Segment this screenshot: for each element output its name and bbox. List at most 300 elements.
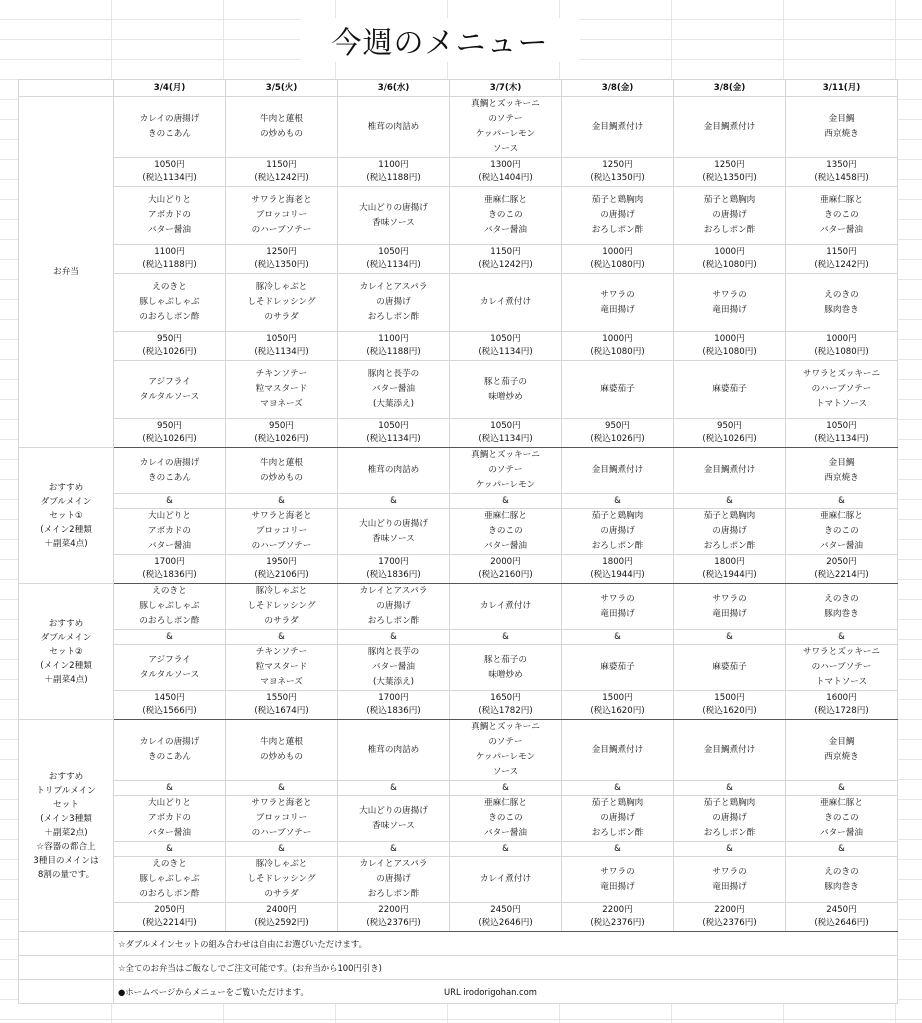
dish-line: おろしポン酢 [367, 889, 420, 899]
price-line: 1800円 [602, 557, 633, 567]
dish-line: の唐揚げ [712, 526, 747, 536]
dish-line: バター醤油 [148, 828, 191, 838]
dish-line: ブロッコリー [255, 813, 308, 823]
dish-line: 西京焼き [824, 752, 859, 762]
and-separator: & [114, 842, 226, 857]
category-label: おすすめ [48, 618, 84, 629]
dish-line: 竜田揚げ [600, 304, 635, 315]
and-separator: & [226, 494, 338, 509]
dish-cell [226, 509, 338, 555]
price-line: (税込1674円) [254, 706, 309, 716]
price-cell [226, 419, 338, 448]
dish-line: 味噌炒め [488, 391, 523, 402]
dish-line: 亜麻仁豚と [820, 195, 863, 205]
dish-cell [226, 857, 338, 903]
and-separator: & [226, 842, 338, 857]
price-cell [786, 903, 898, 932]
dish-line: アボカドの [148, 210, 191, 220]
price-line: (税込1350円) [590, 173, 645, 183]
category-label: (メイン2種類 [40, 660, 92, 671]
dish-line: 茄子と鶏胸肉 [591, 798, 644, 808]
price-line: 1300円 [490, 160, 521, 170]
dish-line: 大山どりと [148, 511, 191, 521]
price-line: (税込2646円) [478, 918, 533, 928]
price-line: (税込1026円) [702, 434, 757, 444]
dish-cell [450, 361, 562, 419]
dish-line: 金目鯛煮付け [591, 121, 644, 132]
price-line: 1050円 [154, 160, 185, 170]
price-line: (税込1836円) [366, 706, 421, 716]
dish-line: カレイ煮付け [479, 874, 532, 884]
price-line: 1700円 [378, 557, 409, 567]
price-line: 1500円 [602, 693, 633, 703]
price-line: 1000円 [602, 334, 633, 344]
dish-line: きのこあん [148, 129, 191, 139]
amp-row [19, 494, 898, 509]
dish-cell [114, 274, 226, 332]
price-cell [562, 903, 674, 932]
dish-line: チキンソテー [255, 647, 308, 657]
price-line: 1000円 [714, 334, 745, 344]
price-line: 950円 [269, 421, 294, 431]
price-line: (税込1026円) [254, 434, 309, 444]
dish-cell [114, 857, 226, 903]
price-line: (税込2646円) [814, 918, 869, 928]
price-cell [450, 555, 562, 584]
price-line: (税込2214円) [814, 570, 869, 580]
price-line: 2050円 [154, 905, 185, 915]
price-line: (税込1242円) [254, 173, 309, 183]
price-line: (税込1134円) [254, 347, 309, 357]
price-line: (税込1026円) [142, 347, 197, 357]
dish-line: えのきの [824, 289, 859, 300]
price-line: (税込1620円) [702, 706, 757, 716]
set-price-row [19, 691, 898, 720]
price-line: 950円 [157, 421, 182, 431]
dish-line: ソース [492, 144, 519, 154]
dish-line: きのこの [488, 813, 523, 823]
price-line: (税込1242円) [814, 260, 869, 270]
price-line: (税込2592円) [254, 918, 309, 928]
price-cell [338, 903, 450, 932]
dish-cell [450, 97, 562, 158]
dish-line: バター醤油 [820, 541, 863, 551]
dish-line: おろしポン酢 [591, 828, 644, 838]
dish-cell [338, 584, 450, 630]
dish-line: 牛肉と蓮根 [260, 737, 303, 747]
set-dish-row [19, 509, 898, 555]
dish-line: サワラの [600, 866, 635, 877]
price-cell [786, 245, 898, 274]
price-cell [562, 555, 674, 584]
dish-line: えのきと [152, 282, 187, 292]
price-cell [674, 903, 786, 932]
dish-line: 香味ソース [372, 217, 415, 228]
category-label: セット② [49, 646, 83, 657]
date-header: 3/8(金) [674, 80, 786, 97]
dish-line: 味噌炒め [488, 669, 523, 680]
dish-line: きのこあん [148, 472, 191, 483]
dish-line: 真鯛とズッキーニ [471, 99, 540, 109]
dish-line: 麻婆茄子 [600, 384, 635, 394]
dish-line: タルタルソース [139, 391, 200, 402]
price-line: 1100円 [378, 334, 409, 344]
dish-line: おろしポン酢 [703, 541, 756, 551]
price-line: 1050円 [490, 334, 521, 344]
note-cell [114, 956, 898, 980]
dish-line: 亜麻仁豚と [484, 798, 527, 808]
dish-line: マヨネーズ [260, 677, 303, 687]
dish-line: 大山どりの唐揚げ [359, 805, 428, 816]
notes-blank [19, 956, 114, 980]
price-line: 2200円 [602, 905, 633, 915]
category-label: ＋副菜4点) [44, 674, 88, 685]
dish-line: 真鯛とズッキーニ [471, 722, 540, 732]
dish-line: 豚肉巻き [824, 881, 859, 892]
and-separator: & [562, 630, 674, 645]
dish-cell [786, 448, 898, 494]
price-line: (税込1944円) [702, 570, 757, 580]
set-dish-row [19, 720, 898, 781]
dish-line: おろしポン酢 [367, 616, 420, 626]
and-separator: & [338, 781, 450, 796]
dish-line: 大山どりと [148, 798, 191, 808]
and-separator: & [562, 781, 674, 796]
dish-line: ブロッコリー [255, 210, 308, 220]
dish-line: 竜田揚げ [600, 881, 635, 892]
dish-cell [674, 448, 786, 494]
dish-line: のおろしポン酢 [139, 616, 200, 626]
price-line: 1050円 [826, 421, 857, 431]
dish-line: カレイ煮付け [479, 297, 532, 307]
dish-line: 金目鯛 [828, 737, 855, 747]
and-separator: & [786, 630, 898, 645]
dish-cell [562, 361, 674, 419]
dish-cell [450, 857, 562, 903]
dish-line: 亜麻仁豚と [484, 195, 527, 205]
price-cell [338, 332, 450, 361]
price-cell [674, 332, 786, 361]
dish-line: の唐揚げ [712, 210, 747, 220]
dish-line: の炒めもの [260, 472, 303, 483]
dish-line: 豚と茄子の [484, 654, 527, 665]
price-line: 1250円 [266, 247, 297, 257]
dish-line: えのきと [152, 859, 187, 869]
dish-line: のおろしポン酢 [139, 312, 200, 322]
bento-price-row [19, 332, 898, 361]
price-cell [562, 245, 674, 274]
and-separator: & [450, 494, 562, 509]
dish-line: バター醤油 [372, 384, 415, 394]
dish-line: おろしポン酢 [703, 225, 756, 235]
dish-line: 豚しゃぶしゃぶ [139, 297, 200, 307]
dish-line: 豚肉巻き [824, 304, 859, 315]
price-line: 1700円 [378, 693, 409, 703]
dish-cell [338, 187, 450, 245]
and-separator: & [450, 842, 562, 857]
dish-line: 豚しゃぶしゃぶ [139, 601, 200, 611]
price-line: 1000円 [714, 247, 745, 257]
dish-line: おろしポン酢 [703, 828, 756, 838]
dish-line: の唐揚げ [600, 526, 635, 536]
dish-line: 金目鯛煮付け [703, 744, 756, 755]
price-line: (税込1080円) [590, 347, 645, 357]
price-line: 1150円 [266, 160, 297, 170]
notes-row [19, 932, 898, 956]
date-header: 3/4(月) [114, 80, 226, 97]
dish-line: きのこの [824, 210, 859, 220]
dish-cell [786, 361, 898, 419]
dish-line: 茄子と鶏胸肉 [703, 798, 756, 808]
notes-blank [19, 932, 114, 956]
and-separator: & [338, 494, 450, 509]
dish-line: の唐揚げ [712, 813, 747, 823]
dish-line: マヨネーズ [260, 399, 303, 409]
price-cell [450, 158, 562, 187]
and-separator: & [674, 494, 786, 509]
dish-line: 香味ソース [372, 820, 415, 831]
price-line: 1800円 [714, 557, 745, 567]
dish-line: 豚しゃぶしゃぶ [139, 874, 200, 884]
price-cell [226, 555, 338, 584]
price-cell [450, 691, 562, 720]
dish-line: 茄子と鶏胸肉 [591, 195, 644, 205]
and-separator: & [338, 630, 450, 645]
dish-cell [674, 187, 786, 245]
category-bento [19, 97, 114, 448]
price-line: 1150円 [826, 247, 857, 257]
price-cell [674, 555, 786, 584]
dish-line: 亜麻仁豚と [484, 511, 527, 521]
dish-cell [562, 857, 674, 903]
price-cell [786, 158, 898, 187]
dish-cell [786, 97, 898, 158]
price-line: (税込1242円) [478, 260, 533, 270]
dish-cell [674, 857, 786, 903]
date-header: 3/8(金) [562, 80, 674, 97]
price-cell [338, 555, 450, 584]
bento-dish-row [19, 97, 898, 158]
dish-line: のサラダ [264, 889, 299, 899]
dish-cell [450, 796, 562, 842]
dish-line: サワラと海老と [251, 511, 312, 521]
price-line: (税込2376円) [366, 918, 421, 928]
price-line: (税込1134円) [366, 260, 421, 270]
dish-line: 豚肉巻き [824, 608, 859, 619]
dish-cell [114, 796, 226, 842]
and-separator: & [114, 781, 226, 796]
dish-line: トマトソース [815, 399, 868, 409]
category-triple [19, 720, 114, 932]
dish-line: の炒めもの [260, 752, 303, 762]
website-url[interactable]: URL irodorigohan.com [444, 987, 537, 997]
dish-cell [450, 274, 562, 332]
dish-cell [226, 274, 338, 332]
dish-cell [674, 584, 786, 630]
price-cell [226, 332, 338, 361]
dish-cell [674, 720, 786, 781]
dish-line: 粒マスタード [255, 384, 308, 394]
dish-line: 金目鯛 [828, 457, 855, 468]
price-line: 1050円 [378, 247, 409, 257]
price-cell [114, 332, 226, 361]
dish-cell [786, 857, 898, 903]
dish-line: アジフライ [148, 376, 191, 387]
price-cell [450, 332, 562, 361]
price-line: 2200円 [378, 905, 409, 915]
price-line: (税込1836円) [366, 570, 421, 580]
dish-cell [338, 97, 450, 158]
and-separator: & [114, 494, 226, 509]
price-cell [226, 691, 338, 720]
price-line: (税込1944円) [590, 570, 645, 580]
dish-cell [114, 97, 226, 158]
dish-cell [786, 720, 898, 781]
dish-line: チキンソテー [255, 369, 308, 379]
price-line: (税込2214円) [142, 918, 197, 928]
dish-line: アボカドの [148, 526, 191, 536]
dish-cell [226, 361, 338, 419]
dish-cell [338, 361, 450, 419]
set-dish-row [19, 584, 898, 630]
dish-cell [338, 645, 450, 691]
price-line: (税込1080円) [702, 260, 757, 270]
dish-cell [114, 584, 226, 630]
price-line: (税込1080円) [814, 347, 869, 357]
price-line: (税込1458円) [814, 173, 869, 183]
dish-line: サワラの [712, 593, 747, 604]
dish-line: カレイ煮付け [479, 601, 532, 611]
dish-cell [786, 509, 898, 555]
price-cell [562, 419, 674, 448]
price-line: 1100円 [154, 247, 185, 257]
price-line: (税込1026円) [590, 434, 645, 444]
dish-line: 竜田揚げ [712, 304, 747, 315]
dish-cell [114, 645, 226, 691]
dish-line: きのこの [824, 526, 859, 536]
dish-cell [786, 796, 898, 842]
bento-price-row [19, 245, 898, 274]
dish-line: えのきの [824, 593, 859, 604]
dish-line: バター醤油 [148, 541, 191, 551]
dish-cell [338, 448, 450, 494]
dish-line: のソテー [488, 737, 523, 747]
dish-cell [450, 509, 562, 555]
category-label: (メイン2種類 [40, 524, 92, 535]
dish-line: サワラの [600, 289, 635, 300]
dish-line: (大葉添え) [372, 677, 415, 687]
dish-line: カレイの唐揚げ [139, 457, 200, 468]
dish-cell [114, 187, 226, 245]
amp-row [19, 630, 898, 645]
dish-cell [562, 509, 674, 555]
price-line: (税込1134円) [814, 434, 869, 444]
price-cell [114, 419, 226, 448]
dish-line: (大葉添え) [372, 399, 415, 409]
dish-cell [562, 97, 674, 158]
dish-line: 豚冷しゃぶと [255, 282, 308, 292]
category-label: セット [53, 799, 79, 810]
dish-line: 茄子と鶏胸肉 [703, 195, 756, 205]
price-cell [562, 332, 674, 361]
dish-line: のハーブソテー [811, 662, 872, 672]
date-header: 3/5(火) [226, 80, 338, 97]
price-cell [338, 245, 450, 274]
price-cell [786, 419, 898, 448]
price-line: (税込1188円) [366, 173, 421, 183]
bento-dish-row [19, 361, 898, 419]
dish-cell [786, 187, 898, 245]
category-label: セット① [49, 510, 83, 521]
dish-line: のサラダ [264, 616, 299, 626]
dish-line: アジフライ [148, 654, 191, 665]
dish-line: 香味ソース [372, 533, 415, 544]
dish-cell [450, 645, 562, 691]
date-header-row [19, 80, 898, 97]
dish-line: 金目鯛煮付け [591, 465, 644, 475]
price-cell [226, 903, 338, 932]
price-line: 950円 [717, 421, 742, 431]
dish-line: の炒めもの [260, 129, 303, 139]
amp-row [19, 842, 898, 857]
dish-line: サワラと海老と [251, 195, 312, 205]
notes-row [19, 956, 898, 980]
dish-line: カレイとアスパラ [359, 859, 428, 869]
price-line: (税込1134円) [142, 173, 197, 183]
dish-line: 金目鯛煮付け [703, 121, 756, 132]
dish-cell [114, 509, 226, 555]
dish-cell [562, 187, 674, 245]
price-line: (税込1728円) [814, 706, 869, 716]
dish-line: 椎茸の肉詰め [367, 121, 420, 132]
dish-line: 豚冷しゃぶと [255, 586, 308, 596]
dish-line: の唐揚げ [600, 813, 635, 823]
dish-line: バター醤油 [484, 828, 527, 838]
dish-cell [226, 448, 338, 494]
price-line: 2400円 [266, 905, 297, 915]
price-line: 1250円 [602, 160, 633, 170]
price-line: 2050円 [826, 557, 857, 567]
price-cell [674, 245, 786, 274]
dish-line: ブロッコリー [255, 526, 308, 536]
price-line: 2450円 [490, 905, 521, 915]
set-price-row [19, 555, 898, 584]
notes-row [19, 980, 898, 1004]
price-cell [114, 691, 226, 720]
and-separator: & [226, 630, 338, 645]
dish-cell [674, 361, 786, 419]
menu-table [18, 79, 898, 1004]
dish-cell [674, 274, 786, 332]
note-text: ☆ダブルメインセットの組み合わせは自由にお選びいただけます。 [118, 938, 367, 949]
dish-line: サワラの [600, 593, 635, 604]
dish-cell [338, 274, 450, 332]
dish-line: の唐揚げ [376, 601, 411, 611]
and-separator: & [786, 494, 898, 509]
dish-line: バター醤油 [484, 541, 527, 551]
price-line: 2200円 [714, 905, 745, 915]
price-cell [114, 903, 226, 932]
price-cell [674, 691, 786, 720]
dish-line: 豚と茄子の [484, 376, 527, 387]
price-line: (税込1134円) [478, 347, 533, 357]
price-line: (税込1566円) [142, 706, 197, 716]
note-text: ●ホームページからメニューをご覧いただけます。 [118, 986, 309, 997]
date-header: 3/6(水) [338, 80, 450, 97]
price-line: 1550円 [266, 693, 297, 703]
dish-cell [338, 720, 450, 781]
dish-line: 茄子と鶏胸肉 [591, 511, 644, 521]
